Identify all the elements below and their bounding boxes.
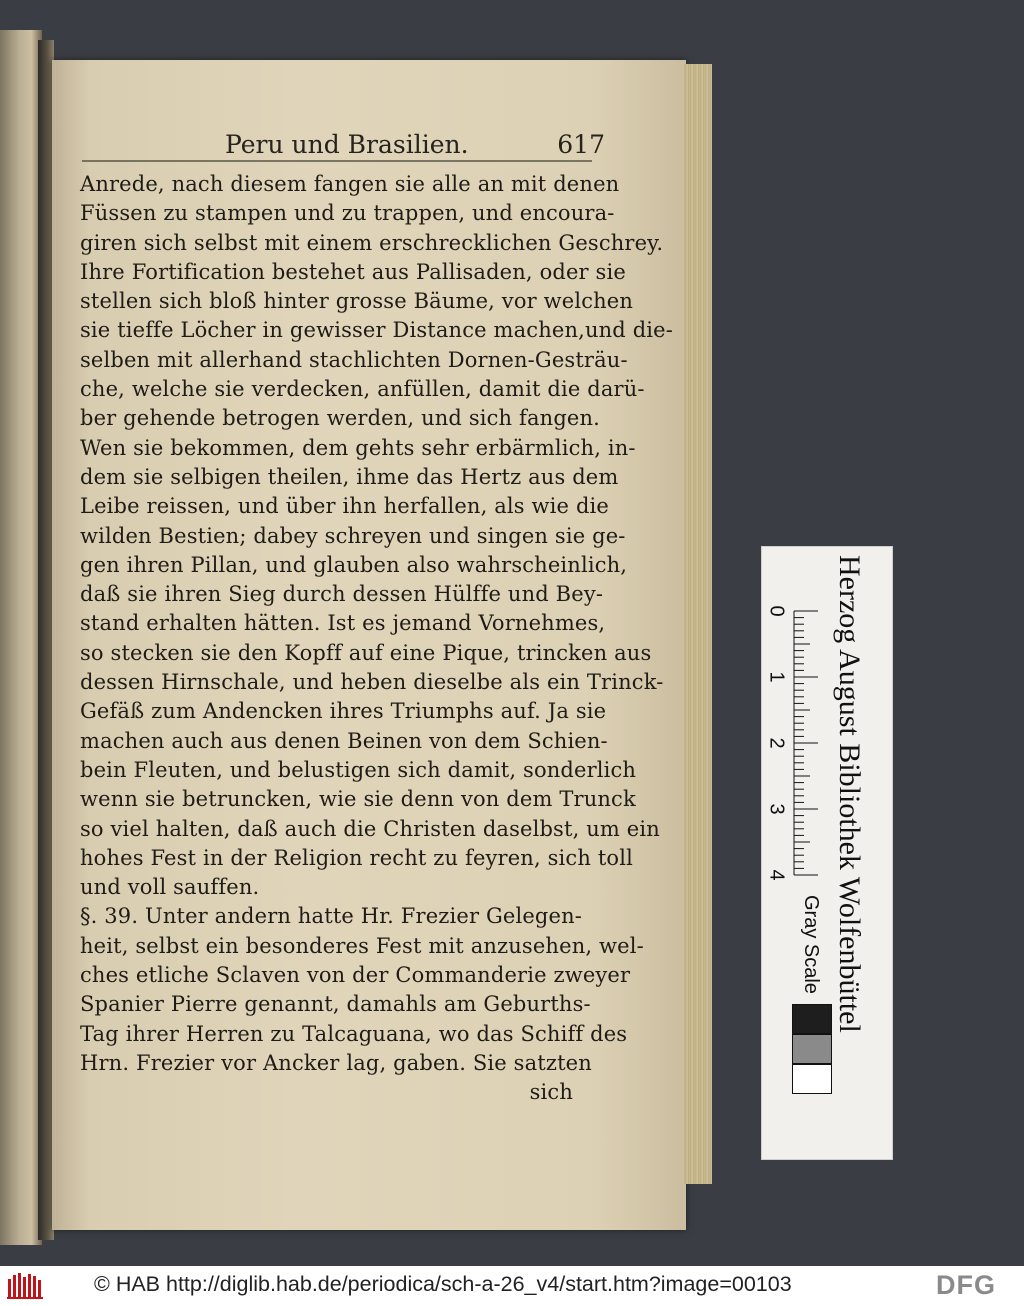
text-line: Wen sie bekommen, dem gehts sehr erbärmlich, in- [80,435,636,460]
text-line: wilden Bestien; dabey schreyen und singen sie ge- [80,523,626,548]
text-line: gen ihren Pillan, und glauben also wahrscheinlich, [80,552,628,577]
page-number: 617 [557,130,605,159]
ruler-number: 4 [765,869,788,881]
centimeter-ruler [762,547,822,887]
text-line: und voll sauffen. [80,875,260,900]
running-head [225,130,605,159]
text-line: Ihre Fortification bestehet aus Pallisaden, oder sie [80,259,626,284]
catchword: sich [529,1080,573,1105]
text-line: ber gehende betrogen werden, und sich fangen. [80,406,600,431]
text-line: machen auch aus denen Beinen von dem Schien- [80,728,608,753]
text-line: wenn sie betruncken, wie sie denn von dem Trunck [80,787,636,812]
left-facing-page-edge [0,30,42,1245]
source-link[interactable]: © HAB http://diglib.hab.de/periodica/sch-a-26_v4/start.htm?image=00103 [94,1272,792,1296]
ruler-number: 3 [765,803,788,815]
text-line: Tag ihrer Herren zu Talcaguana, wo das Schiff des [80,1021,628,1046]
text-line: Gefäß zum Andencken ihres Triumphs auf. Ja sie [80,699,607,724]
text-line: Anrede, nach diesem fangen sie alle an mit denen [80,172,620,196]
text-line: Spanier Pierre genannt, damahls am Geburths- [80,992,591,1017]
text-line: dem sie selbigen theilen, ihme das Hertz aus dem [80,464,619,489]
ruler-number: 2 [765,737,788,749]
ruler-number: 1 [765,671,788,683]
gray-scale-label: Gray Scale [800,895,822,994]
page-body-text [80,170,673,1108]
text-line: sie tieffe Löcher in gewisser Distance machen,und die- [80,318,673,343]
footer-bar [0,1266,1024,1306]
text-line: Füssen zu stampen und zu trappen, und encoura- [80,201,615,226]
page-fore-edge [684,64,712,1184]
text-line: stand erhalten hätten. Ist es jemand Vornehmes, [80,611,606,636]
text-line: Hrn. Frezier vor Ancker lag, gaben. Sie satzten [80,1050,592,1075]
head-rule [82,160,592,162]
text-line: hohes Fest in der Religion recht zu feyren, sich toll [80,845,633,870]
hab-logo-icon [6,1271,46,1301]
ruler-number: 0 [765,605,788,617]
text-line: dessen Hirnschale, und heben dieselbe als ein Trinck- [80,670,664,695]
text-line: heit, selbst ein besonderes Fest mit anzusehen, wel- [80,933,644,958]
text-line: Leibe reissen, und über ihn herfallen, als wie die [80,494,609,519]
color-scale-card [761,546,893,1160]
text-line: giren sich selbst mit einem erschrecklichen Geschrey. [80,230,664,255]
text-line: §. 39. Unter andern hatte Hr. Frezier Gelegen- [80,904,582,929]
running-head-title: Peru und Brasilien. [225,130,469,159]
text-line: daß sie ihren Sieg durch dessen Hülffe und Bey- [80,582,604,607]
text-line: bein Fleuten, und belustigen sich damit, sonderlich [80,757,637,782]
text-line: so viel halten, daß auch die Christen daselbst, um ein [80,816,660,841]
text-line: stellen sich bloß hinter grosse Bäume, vor welchen [80,289,634,314]
text-line: selben mit allerhand stachlichten Dornen-Gesträu- [80,347,628,372]
text-line: so stecken sie den Kopff auf eine Pique, trincken aus [80,640,652,665]
text-line: che, welche sie verdecken, anfüllen, damit die darü- [80,377,645,402]
text-line: ches etliche Sclaven von der Commanderie zweyer [80,963,631,988]
dfg-logo: DFG [936,1270,996,1300]
library-name: Herzog August Bibliothek Wolfenbüttel [833,555,866,1033]
